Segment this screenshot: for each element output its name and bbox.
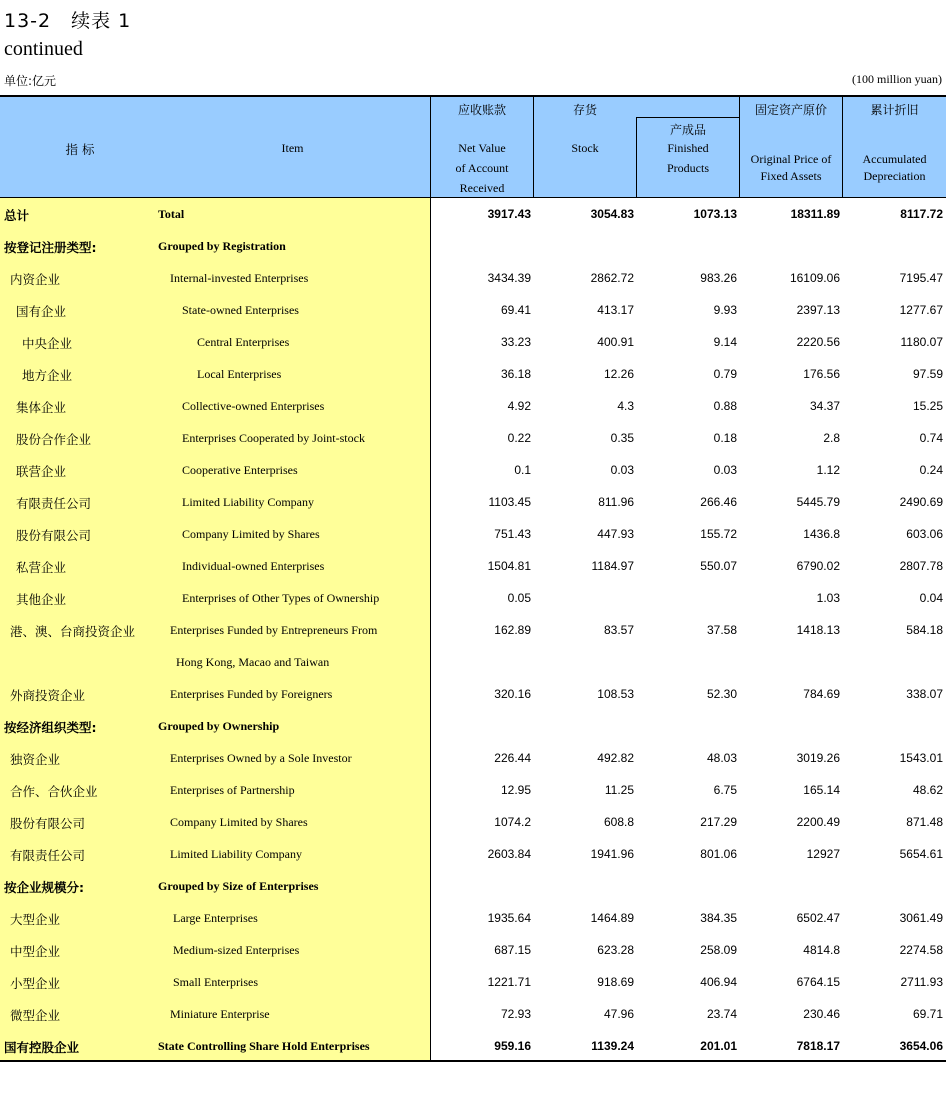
- value-cell: 0.79: [713, 367, 737, 381]
- row-label-en: Central Enterprises: [197, 335, 290, 349]
- value-cell: 338.07: [906, 687, 943, 701]
- value-cell: 48.62: [912, 783, 943, 797]
- row-label-en: Collective-owned Enterprises: [182, 399, 325, 413]
- value-cell: 2862.72: [590, 271, 634, 285]
- value-cell: 2200.49: [796, 815, 840, 829]
- value-cell: 8117.72: [900, 207, 943, 221]
- value-cell: 7195.47: [899, 271, 943, 285]
- value-cell: 3654.06: [899, 1039, 943, 1053]
- value-cell: 0.74: [919, 431, 943, 445]
- value-cell: 201.01: [700, 1039, 737, 1053]
- stock-header-cn: 存货: [572, 103, 597, 117]
- fixed-assets-header-en-1: Original Price of: [750, 152, 832, 166]
- table-row: [0, 998, 946, 1030]
- value-cell: 6764.15: [796, 975, 840, 989]
- value-cell: 176.56: [803, 367, 840, 381]
- row-label-cn: 有限责任公司: [10, 848, 86, 863]
- row-label-cn: 内资企业: [10, 272, 61, 287]
- value-cell: 2397.13: [796, 303, 840, 317]
- value-cell: 217.29: [700, 815, 737, 829]
- value-cell: 108.53: [597, 687, 634, 701]
- value-cell: 0.03: [610, 463, 634, 477]
- value-cell: 1221.71: [487, 975, 531, 989]
- value-cell: 2711.93: [900, 975, 943, 989]
- value-cell: 165.14: [803, 783, 840, 797]
- row-label-cn: 私营企业: [16, 560, 67, 575]
- row-label-cn: 港、澳、台商投资企业: [10, 624, 136, 639]
- stock-header-en: Stock: [571, 141, 599, 155]
- table-header: [0, 95, 946, 198]
- value-cell: 0.35: [610, 431, 634, 445]
- value-cell: 1941.96: [590, 847, 634, 861]
- table-body: [0, 198, 946, 1062]
- value-cell: 2490.69: [899, 495, 943, 509]
- value-cell: 406.94: [700, 975, 737, 989]
- row-label-en: Small Enterprises: [173, 975, 258, 989]
- value-cell: 16109.06: [789, 271, 840, 285]
- value-cell: 69.71: [912, 1007, 943, 1021]
- value-cell: 6502.47: [796, 911, 840, 925]
- row-label-en: Total: [158, 207, 185, 221]
- table-row: [0, 198, 946, 230]
- value-cell: 7818.17: [796, 1039, 840, 1053]
- table-row: [0, 518, 946, 550]
- table-row: [0, 966, 946, 998]
- value-cell: 83.57: [603, 623, 634, 637]
- row-label-en: Limited Liability Company: [182, 495, 314, 509]
- unit-label-cn: 单位:亿元: [4, 74, 57, 88]
- value-cell: 3019.26: [796, 751, 840, 765]
- row-label-cn: 中央企业: [22, 336, 73, 351]
- value-cell: 15.25: [912, 399, 943, 413]
- value-cell: 0.04: [919, 591, 943, 605]
- value-cell: 784.69: [803, 687, 840, 701]
- value-cell: 1436.8: [803, 527, 840, 541]
- value-cell: 1.12: [816, 463, 840, 477]
- table-row: [0, 806, 946, 838]
- value-cell: 48.03: [706, 751, 737, 765]
- row-label-cn: 按登记注册类型:: [4, 240, 97, 255]
- row-label-cn: 外商投资企业: [10, 688, 86, 703]
- value-cell: 687.15: [494, 943, 531, 957]
- row-label-en: Large Enterprises: [173, 911, 258, 925]
- row-label-cn: 股份有限公司: [16, 528, 92, 543]
- receivable-header-en-3: Received: [459, 181, 505, 195]
- row-label-en: Company Limited by Shares: [170, 815, 308, 829]
- value-cell: 230.46: [803, 1007, 840, 1021]
- value-cell: 155.72: [700, 527, 737, 541]
- row-label-cn: 合作、合伙企业: [10, 784, 98, 799]
- receivable-header-en-1: Net Value: [458, 141, 506, 155]
- value-cell: 871.48: [906, 815, 943, 829]
- value-cell: 2603.84: [487, 847, 531, 861]
- value-cell: 0.05: [507, 591, 531, 605]
- value-cell: 320.16: [494, 687, 531, 701]
- table-row: [0, 390, 946, 422]
- row-label-en: Enterprises of Other Types of Ownership: [182, 591, 380, 605]
- value-cell: 12.95: [500, 783, 531, 797]
- row-label-cn: 地方企业: [22, 368, 73, 383]
- value-cell: 4814.8: [803, 943, 840, 957]
- value-cell: 4.3: [617, 399, 634, 413]
- finished-header-en-2: Products: [667, 161, 709, 175]
- value-cell: 918.69: [597, 975, 634, 989]
- value-cell: 36.18: [500, 367, 531, 381]
- row-label-cn: 其他企业: [16, 592, 67, 607]
- value-cell: 0.24: [919, 463, 943, 477]
- value-cell: 1464.89: [590, 911, 634, 925]
- table-row: [0, 710, 946, 742]
- value-cell: 12.26: [603, 367, 634, 381]
- row-label-en: Cooperative Enterprises: [182, 463, 298, 477]
- value-cell: 226.44: [494, 751, 531, 765]
- table-row: [0, 422, 946, 454]
- value-cell: 47.96: [603, 1007, 634, 1021]
- value-cell: 608.8: [603, 815, 634, 829]
- value-cell: 9.14: [713, 335, 737, 349]
- value-cell: 5654.61: [899, 847, 943, 861]
- value-cell: 3434.39: [487, 271, 531, 285]
- value-cell: 2220.56: [796, 335, 840, 349]
- value-cell: 623.28: [597, 943, 634, 957]
- value-cell: 0.22: [507, 431, 531, 445]
- continued-label: continued: [4, 38, 83, 60]
- receivable-header-cn: 应收账款: [457, 103, 506, 117]
- value-cell: 3054.83: [590, 207, 634, 221]
- value-cell: 0.03: [713, 463, 737, 477]
- value-cell: 1277.67: [899, 303, 943, 317]
- row-label-en: Hong Kong, Macao and Taiwan: [176, 655, 330, 669]
- value-cell: 959.16: [494, 1039, 531, 1053]
- value-cell: 33.23: [500, 335, 531, 349]
- row-label-cn: 国有企业: [16, 304, 67, 319]
- row-label-cn: 中型企业: [10, 944, 61, 959]
- value-cell: 1180.07: [900, 335, 943, 349]
- depreciation-header-en-2: Depreciation: [863, 169, 926, 183]
- row-label-en: Grouped by Registration: [158, 239, 286, 253]
- fixed-assets-header-en-2: Fixed Assets: [760, 169, 822, 183]
- table-row: [0, 454, 946, 486]
- table-row: [0, 646, 946, 678]
- row-label-en: State-owned Enterprises: [182, 303, 299, 317]
- value-cell: 447.93: [597, 527, 634, 541]
- value-cell: 2.8: [823, 431, 840, 445]
- value-cell: 2807.78: [899, 559, 943, 573]
- value-cell: 1418.13: [796, 623, 840, 637]
- value-cell: 1184.97: [591, 559, 634, 573]
- row-label-cn: 大型企业: [10, 912, 61, 927]
- row-label-cn: 股份有限公司: [10, 816, 86, 831]
- value-cell: 584.18: [906, 623, 943, 637]
- table-row: [0, 870, 946, 902]
- value-cell: 0.18: [713, 431, 737, 445]
- row-label-en: Enterprises Funded by Foreigners: [170, 687, 333, 701]
- row-label-cn: 有限责任公司: [16, 496, 92, 511]
- value-cell: 37.58: [706, 623, 737, 637]
- value-cell: 400.91: [597, 335, 634, 349]
- row-label-cn: 微型企业: [10, 1008, 61, 1023]
- value-cell: 52.30: [706, 687, 737, 701]
- value-cell: 6.75: [713, 783, 737, 797]
- value-cell: 18311.89: [790, 207, 840, 221]
- table-row: [0, 262, 946, 294]
- row-label-en: Enterprises Cooperated by Joint-stock: [182, 431, 365, 445]
- row-label-en: Local Enterprises: [197, 367, 282, 381]
- table-row: [0, 582, 946, 614]
- row-label-en: Medium-sized Enterprises: [173, 943, 300, 957]
- value-cell: 23.74: [706, 1007, 737, 1021]
- row-label-en: Enterprises Owned by a Sole Investor: [170, 751, 352, 765]
- table-row: [0, 742, 946, 774]
- depreciation-header-cn: 累计折旧: [870, 103, 919, 117]
- row-label-en: Grouped by Ownership: [158, 719, 280, 733]
- row-label-en: Enterprises Funded by Entrepreneurs From: [170, 623, 378, 637]
- value-cell: 1074.2: [494, 815, 531, 829]
- row-label-cn: 国有控股企业: [4, 1040, 80, 1055]
- row-label-en: State Controlling Share Hold Enterprises: [158, 1039, 370, 1053]
- table-row: [0, 550, 946, 582]
- row-label-cn: 联营企业: [16, 464, 67, 479]
- table-row: [0, 614, 946, 646]
- value-cell: 801.06: [700, 847, 737, 861]
- row-label-cn: 小型企业: [10, 976, 61, 991]
- value-cell: 0.88: [713, 399, 737, 413]
- table-row: [0, 678, 946, 710]
- value-cell: 3917.43: [487, 207, 531, 221]
- table-number-title: 13-2 续表 1: [4, 10, 132, 32]
- row-label-cn: 独资企业: [10, 752, 61, 767]
- value-cell: 258.09: [700, 943, 737, 957]
- value-cell: 97.59: [912, 367, 943, 381]
- value-cell: 12927: [806, 847, 840, 861]
- unit-label-en: (100 million yuan): [852, 72, 942, 86]
- value-cell: 2274.58: [899, 943, 943, 957]
- value-cell: 751.43: [494, 527, 531, 541]
- row-label-en: Company Limited by Shares: [182, 527, 320, 541]
- value-cell: 11.25: [604, 783, 634, 797]
- indicator-header: 指 标: [65, 142, 95, 157]
- value-cell: 69.41: [500, 303, 531, 317]
- table-row: [0, 934, 946, 966]
- fixed-assets-header-cn: 固定资产原价: [754, 103, 827, 117]
- row-label-en: Grouped by Size of Enterprises: [158, 879, 319, 893]
- value-cell: 413.17: [597, 303, 634, 317]
- item-header: Item: [281, 141, 304, 155]
- table-row: [0, 486, 946, 518]
- row-label-en: Enterprises of Partnership: [170, 783, 295, 797]
- value-cell: 5445.79: [796, 495, 840, 509]
- value-cell: 34.37: [809, 399, 840, 413]
- value-cell: 4.92: [507, 399, 531, 413]
- value-cell: 1103.45: [488, 495, 531, 509]
- table-row: [0, 358, 946, 390]
- row-label-cn: 按经济组织类型:: [4, 720, 97, 735]
- table-row: [0, 902, 946, 934]
- value-cell: 1935.64: [487, 911, 531, 925]
- value-cell: 6790.02: [796, 559, 840, 573]
- table-row: [0, 1030, 946, 1062]
- row-label-en: Limited Liability Company: [170, 847, 302, 861]
- value-cell: 9.93: [713, 303, 737, 317]
- value-cell: 1543.01: [899, 751, 943, 765]
- header-divider: [636, 117, 739, 118]
- finished-header-en-1: Finished: [667, 141, 709, 155]
- table-row: [0, 326, 946, 358]
- value-cell: 1073.13: [693, 207, 737, 221]
- value-cell: 550.07: [700, 559, 737, 573]
- value-cell: 0.1: [514, 463, 531, 477]
- row-label-en: Internal-invested Enterprises: [170, 271, 309, 285]
- table-row: [0, 838, 946, 870]
- table-row: [0, 230, 946, 262]
- row-label-cn: 股份合作企业: [16, 432, 92, 447]
- value-cell: 3061.49: [899, 911, 943, 925]
- table-row: [0, 774, 946, 806]
- value-cell: 811.96: [598, 495, 634, 509]
- row-label-cn: 按企业规模分:: [4, 880, 84, 895]
- value-cell: 1504.81: [487, 559, 531, 573]
- value-cell: 266.46: [700, 495, 737, 509]
- receivable-header-en-2: of Account: [455, 161, 509, 175]
- table-row: [0, 294, 946, 326]
- value-cell: 1139.24: [591, 1039, 634, 1053]
- depreciation-header-en-1: Accumulated: [862, 152, 927, 166]
- value-cell: 72.93: [500, 1007, 531, 1021]
- row-label-en: Individual-owned Enterprises: [182, 559, 325, 573]
- row-label-cn: 集体企业: [16, 400, 67, 415]
- value-cell: 1.03: [816, 591, 840, 605]
- finished-header-cn: 产成品: [669, 123, 706, 137]
- row-label-cn: 总计: [4, 208, 30, 223]
- row-label-en: Miniature Enterprise: [170, 1007, 270, 1021]
- value-cell: 603.06: [906, 527, 943, 541]
- value-cell: 162.89: [494, 623, 531, 637]
- value-cell: 492.82: [597, 751, 634, 765]
- value-cell: 983.26: [700, 271, 737, 285]
- value-cell: 384.35: [700, 911, 737, 925]
